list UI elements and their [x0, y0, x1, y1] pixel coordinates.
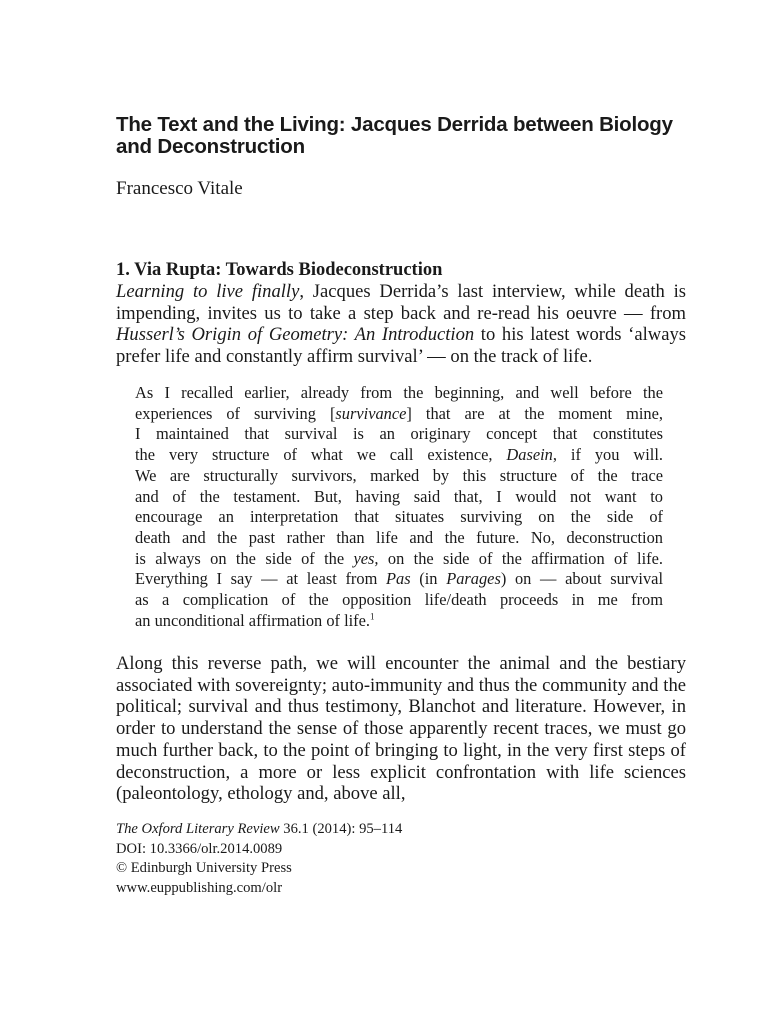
citation-footer	[116, 820, 402, 898]
block-quote	[135, 383, 663, 631]
quote-text: and of the testament. But, having said that, I would not want to	[135, 486, 663, 506]
quote-text: I maintained that survival is an originary concept that constitutes	[135, 424, 663, 444]
footnote-marker[interactable]: 1	[370, 611, 375, 622]
quote-text: is always on the side of the	[135, 548, 354, 568]
quote-text: encourage an interpretation that situates surviving on the side of	[135, 507, 663, 527]
paragraph-intro	[116, 281, 686, 368]
quote-italic-survivance: survivance	[335, 403, 407, 423]
quote-text: an unconditional affirmation of life.	[135, 610, 371, 630]
article-author: Francesco Vitale	[116, 178, 243, 199]
quote-line	[135, 445, 663, 466]
quote-text: the very structure of what we call existence,	[135, 445, 507, 465]
journal-name: The Oxford Literary Review	[116, 821, 280, 837]
quote-line	[135, 466, 663, 487]
italic-title-learning-to-live: Learning to live finally	[116, 281, 300, 302]
paragraph-intro-text-b: to his latest words ‘always prefer life and constantly affirm survival’ — on the track of life.	[116, 324, 686, 368]
section-heading: 1. Via Rupta: Towards Biodeconstruction	[116, 260, 443, 280]
quote-text: death and the past rather than life and the future. No, deconstruction	[135, 527, 663, 547]
journal-issue: 36.1 (2014): 95–114	[279, 821, 403, 837]
quote-text: as a complication of the opposition life/death proceeds in me from	[135, 590, 663, 610]
quote-text: , if you will.	[552, 445, 663, 465]
journal-citation	[116, 820, 402, 840]
quote-italic-dasein: Dasein	[506, 445, 553, 465]
quote-line	[135, 404, 663, 425]
quote-line	[135, 383, 663, 404]
quote-line	[135, 590, 663, 611]
quote-text: As I recalled earlier, already from the beginning, and well before the	[135, 383, 663, 402]
quote-line	[135, 528, 663, 549]
quote-text: on the side of the affirmation of life.	[378, 548, 663, 568]
publisher-url[interactable]: www.euppublishing.com/olr	[116, 879, 283, 896]
quote-text: (in	[410, 569, 447, 589]
quote-italic-parages: Parages	[446, 569, 501, 589]
quote-text: experiences of surviving [	[135, 403, 336, 423]
quote-line	[135, 507, 663, 528]
article-title: The Text and the Living: Jacques Derrida between Biology and Deconstruction	[116, 113, 673, 158]
copyright: © Edinburgh University Press	[116, 860, 292, 876]
quote-line	[135, 611, 663, 632]
quote-italic-pas: Pas	[386, 569, 411, 589]
paragraph-reverse-path: Along this reverse path, we will encounter the animal and the bestiary associated with sovereignty; auto-immunity and thus the community and the political; survival and thus testimony, Blanchot and literature. However, in order to understand the sense of those apparently recent traces, we must go much further back, to the point of bringing to light, in the very first steps of deconstruction, a more or less explicit confrontation with life sciences (paleontology, ethology and, above all,	[116, 653, 686, 805]
quote-line	[135, 569, 663, 590]
quote-text: ] that are at the moment mine,	[406, 403, 663, 423]
quote-line	[135, 424, 663, 445]
doi: DOI: 10.3366/olr.2014.0089	[116, 840, 283, 857]
quote-text: Everything I say — at least from	[135, 569, 387, 589]
quote-italic-yes: yes,	[353, 548, 379, 568]
quote-line	[135, 549, 663, 570]
quote-text: ) on — about survival	[500, 569, 664, 589]
paragraph-intro-text-a: , Jacques Derrida’s last interview, while death is impending, invites us to take a step back and re-read his oeuvre — from	[116, 281, 686, 324]
quote-line	[135, 487, 663, 508]
italic-title-husserl: Husserl’s Origin of Geometry: An Introduction	[116, 324, 475, 346]
quote-text: We are structurally survivors, marked by this structure of the trace	[135, 465, 663, 485]
